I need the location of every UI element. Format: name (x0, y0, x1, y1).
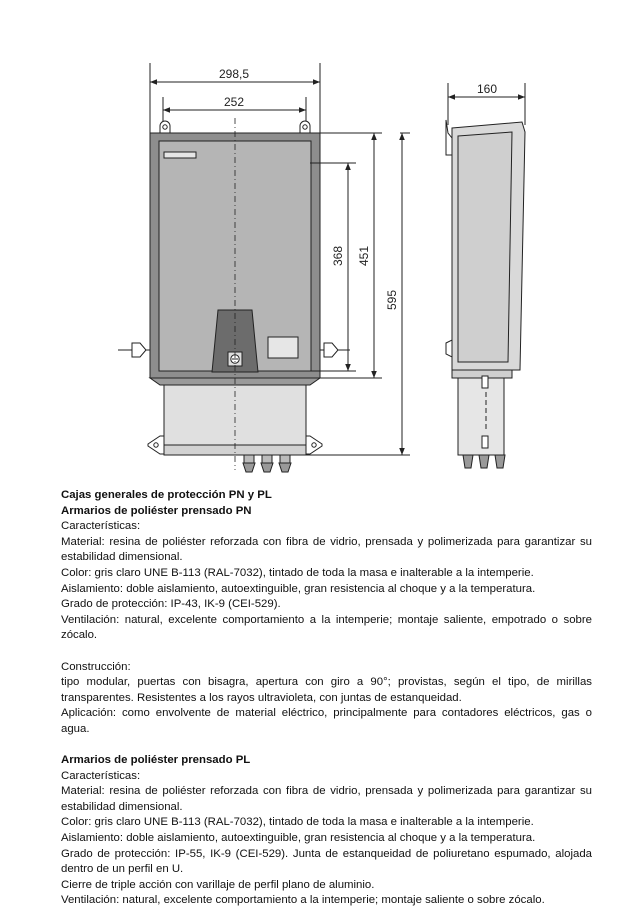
pl-aislamiento: Aislamiento: doble aislamiento, autoextinguible, gran resistencia al choque y a la temperatura. (61, 832, 536, 845)
dim-width-inner: 252 (223, 95, 245, 109)
pn-grado: Grado de protección: IP-43, IK-9 (CEI-529). (61, 598, 281, 611)
pn-caracteristicas-label: Características: (61, 520, 141, 533)
pn-color: Color: gris claro UNE B-113 (RAL-7032), tintado de toda la masa e inalterable a la intemperie. (61, 566, 534, 579)
section-title-pn: Armarios de poliéster prensado PN (61, 504, 252, 517)
document-text (61, 488, 592, 909)
pl-caracteristicas-label: Características: (61, 769, 141, 782)
dim-height-body: 451 (357, 245, 371, 267)
pl-grado: Grado de protección: IP-55, IK-9 (CEI-529). Junta de estanqueidad de poliuretano espumado, alojada dentro de un perfil en U. (61, 847, 592, 876)
spacer (61, 738, 592, 754)
pn-aplicacion: Aplicación: como envolvente de material eléctrico, principalmente para contadores eléctricos, gas o agua. (61, 707, 592, 735)
dim-height-door: 368 (331, 245, 345, 267)
pn-construccion-label: Construcción: (61, 660, 131, 673)
pl-color: Color: gris claro UNE B-113 (RAL-7032), tintado de toda la masa e inalterable a la intemperie. (61, 816, 534, 829)
pn-ventilacion: Ventilación: natural, excelente comportamiento a la intemperie; montaje saliente, empotrado o sobre zócalo. (61, 613, 592, 642)
pl-cierre: Cierre de triple acción con varillaje de perfil plano de aluminio. (61, 878, 375, 891)
pn-material: Material: resina de poliéster reforzada con fibra de vidrio, prensada y polimerizada para garantizar su estabilidad dimensional. (61, 535, 592, 564)
dim-height-total: 595 (385, 289, 399, 311)
pn-construccion: tipo modular, puertas con bisagra, apertura con giro a 90°; provistas, según el tipo, de mirillas transparentes. Resistentes a los rayos ultravioleta, con juntas de estanqueidad. (61, 676, 592, 704)
dim-width-outer: 298,5 (218, 67, 250, 81)
section-title-cajas: Cajas generales de protección PN y PL (61, 489, 272, 501)
dim-depth: 160 (476, 82, 498, 96)
spacer (61, 644, 592, 660)
pl-ventilacion: Ventilación: natural, excelente comportamiento a la intemperie; montaje saliente o sobre zócalo. (61, 894, 545, 907)
section-title-pl: Armarios de poliéster prensado PL (61, 754, 251, 767)
pn-aislamiento: Aislamiento: doble aislamiento, autoextinguible, gran resistencia al choque y a la temperatura. (61, 582, 536, 595)
front-view (118, 63, 410, 472)
pl-material: Material: resina de poliéster reforzada con fibra de vidrio, prensada y polimerizada para garantizar su estabilidad dimensional. (61, 785, 592, 813)
side-view (446, 83, 525, 468)
